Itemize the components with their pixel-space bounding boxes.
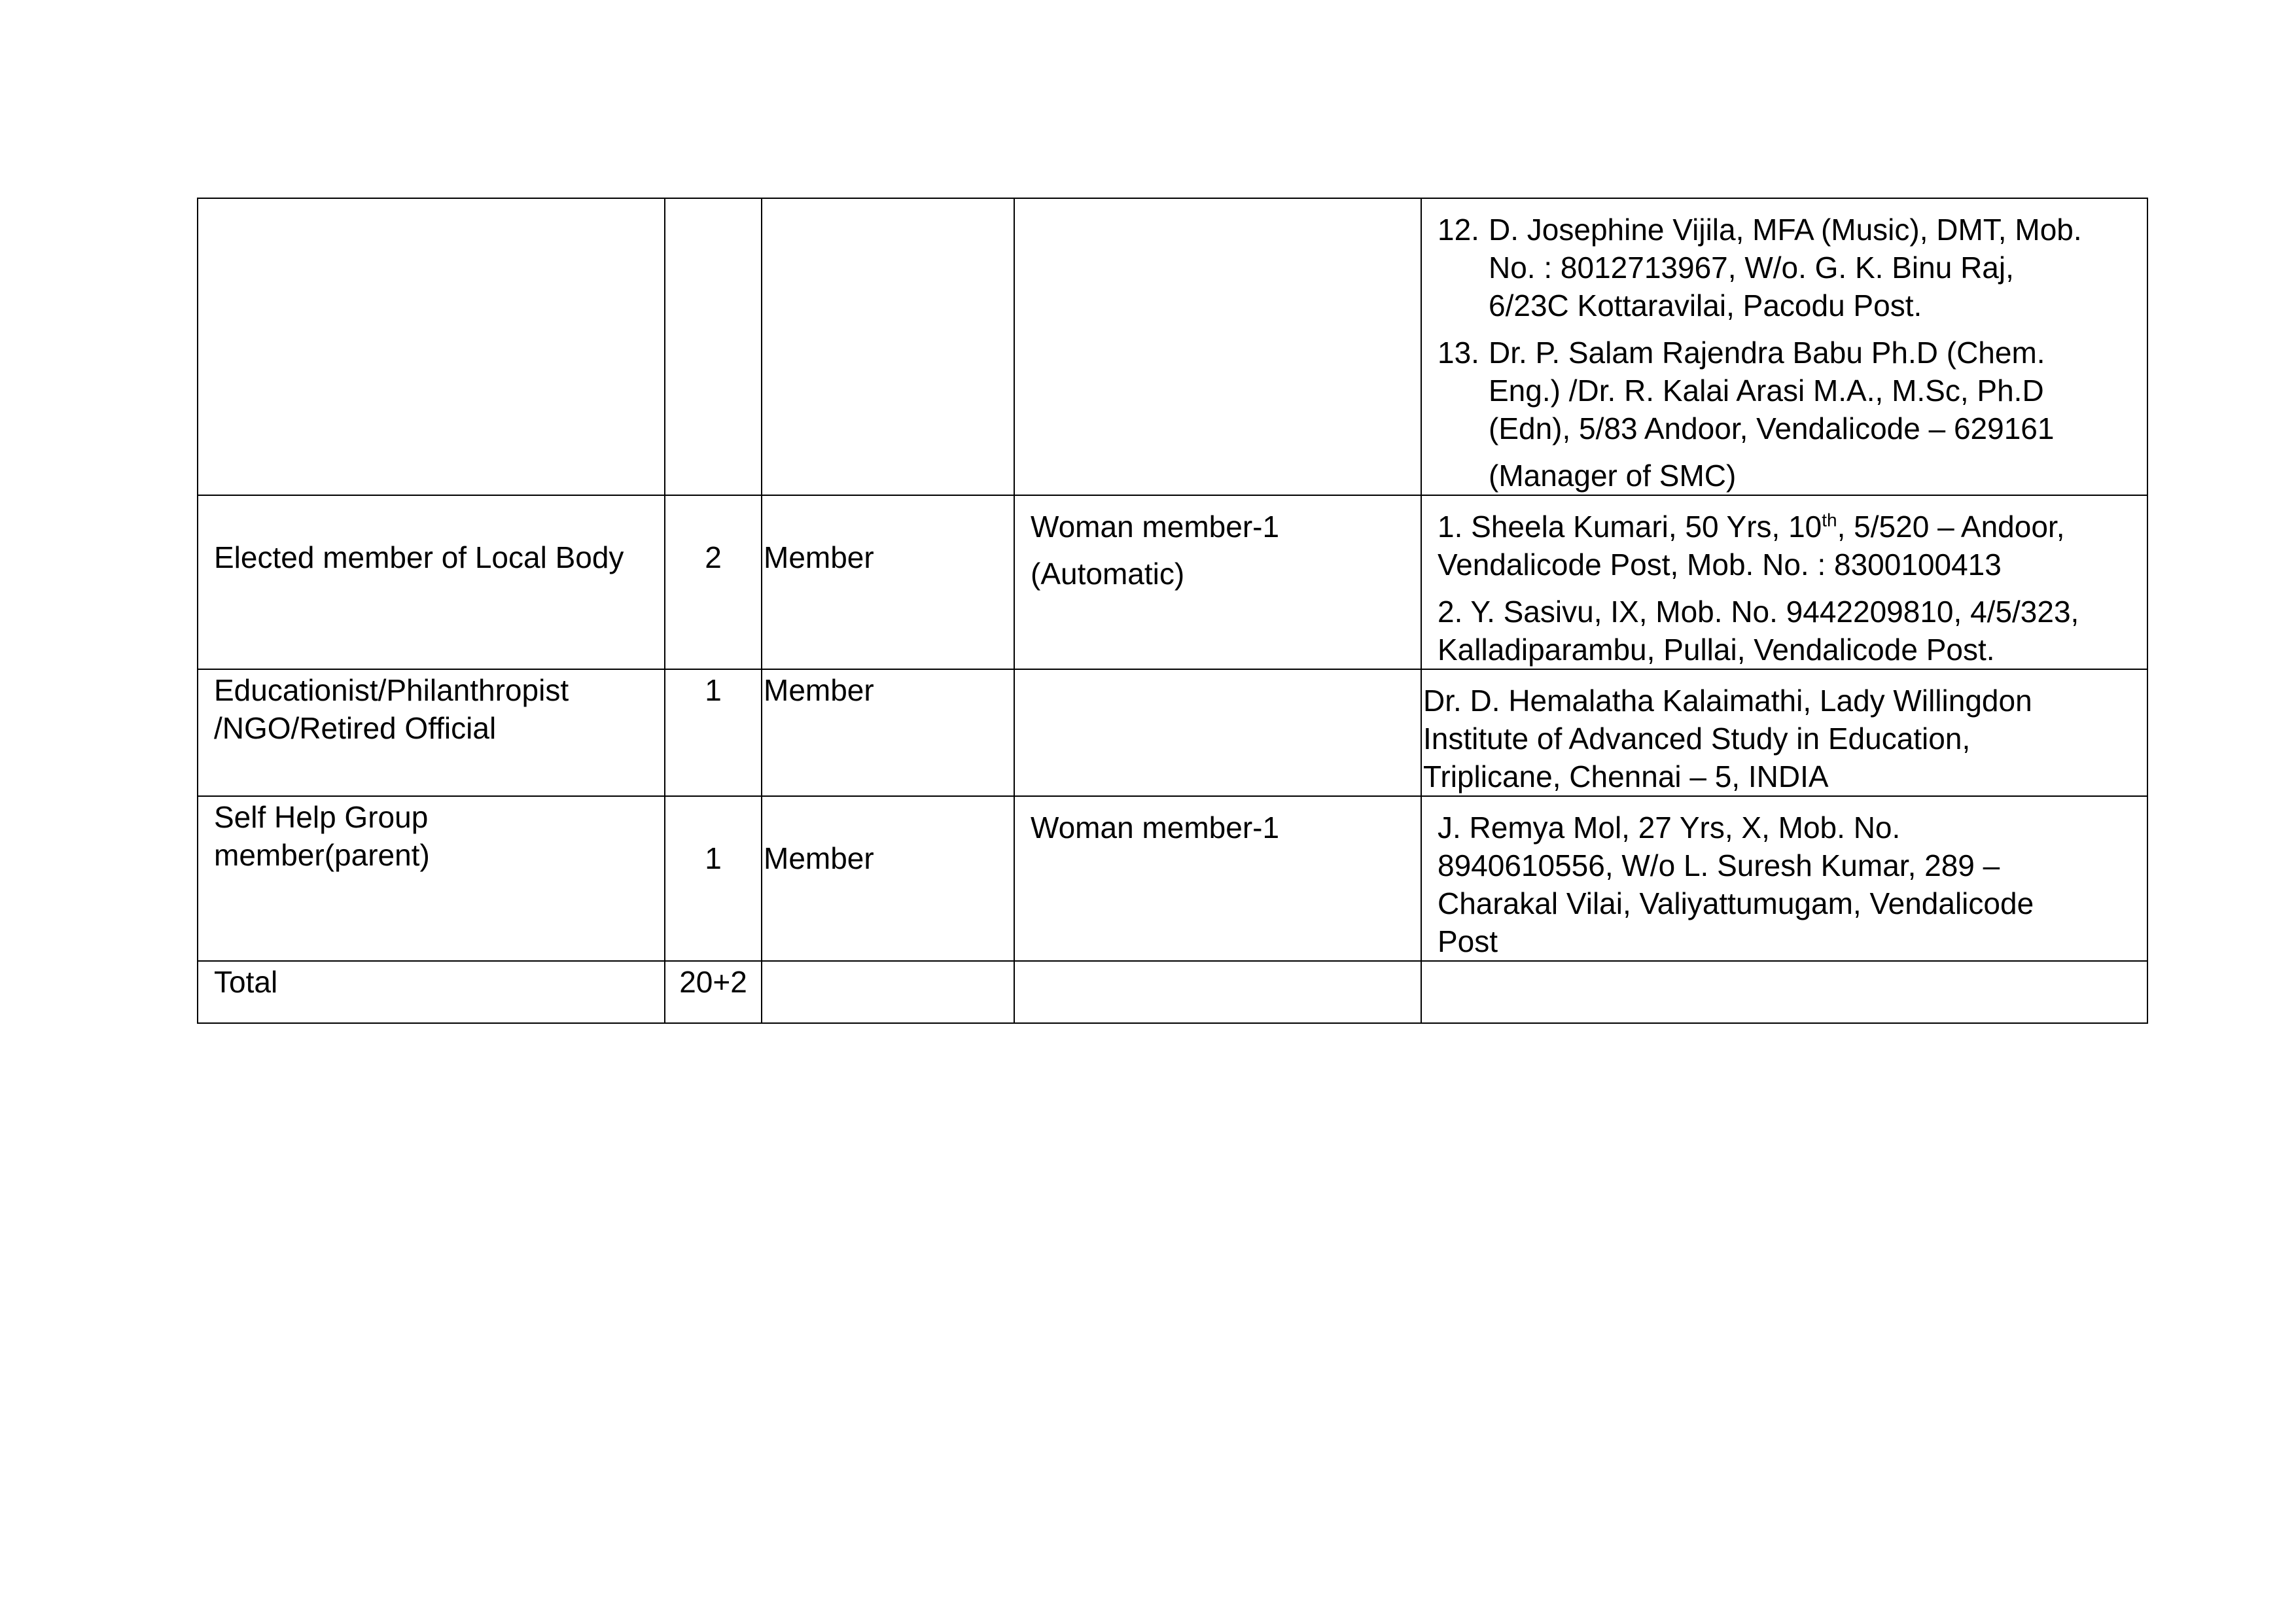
list-item (1438, 211, 2147, 324)
count-text: 1 (705, 841, 722, 875)
count-cell (665, 796, 762, 961)
member-text: Kalladiparambu, Pullai, Vendalicode Post. (1438, 633, 1995, 667)
position-cell (762, 198, 1014, 495)
member-text: 8940610556, W/o L. Suresh Kumar, 289 – (1438, 848, 2000, 882)
member-text: J. Remya Mol, 27 Yrs, X, Mob. No. (1438, 811, 1901, 845)
table-row (198, 198, 2147, 495)
category-cell (198, 796, 665, 961)
member-text: Dr. P. Salam Rajendra Babu Ph.D (Chem. (1489, 336, 2045, 370)
category-text: /NGO/Retired Official (214, 711, 497, 745)
count-cell (665, 961, 762, 1023)
reservation-cell (1014, 961, 1421, 1023)
category-cell (198, 669, 665, 796)
position-cell (762, 669, 1014, 796)
members-cell (1421, 669, 2147, 796)
member-text: 6/23C Kottaravilai, Pacodu Post. (1489, 288, 1922, 323)
member-text: No. : 8012713967, W/o. G. K. Binu Raj, (1489, 251, 2014, 285)
reservation-text: Woman member-1 (1031, 811, 1280, 845)
category-cell (198, 198, 665, 495)
category-cell (198, 961, 665, 1023)
members-cell (1421, 198, 2147, 495)
committee-members-table (197, 198, 2148, 1024)
member-text: Charakal Vilai, Valiyattumugam, Vendalicode (1438, 886, 2034, 920)
reservation-cell (1014, 669, 1421, 796)
position-cell (762, 961, 1014, 1023)
member-text: 2. Y. Sasivu, IX, Mob. No. 9442209810, 4/5/323, (1438, 595, 2079, 629)
reservation-text: Woman member-1 (1031, 510, 1280, 544)
member-text: Dr. D. Hemalatha Kalaimathi, Lady Willingdon (1423, 684, 2032, 718)
members-cell (1421, 796, 2147, 961)
table-row (198, 796, 2147, 961)
total-count: 20+2 (679, 965, 747, 999)
count-text: 2 (705, 540, 722, 574)
list-item (1438, 593, 2147, 669)
total-label: Total (214, 965, 278, 999)
list-item (1438, 508, 2147, 546)
member-text: D. Josephine Vijila, MFA (Music), DMT, Mob. (1489, 213, 2082, 247)
members-cell (1421, 495, 2147, 669)
position-text: Member (764, 673, 874, 707)
table-row (198, 669, 2147, 796)
list-number: 13. (1438, 336, 1479, 370)
reservation-text: (Automatic) (1031, 557, 1185, 591)
member-text: Vendalicode Post, Mob. No. : 8300100413 (1438, 548, 2002, 582)
list-item (1438, 334, 2147, 495)
member-text: Triplicane, Chennai – 5, INDIA (1423, 759, 1829, 794)
member-text: (Edn), 5/83 Andoor, Vendalicode – 629161 (1489, 411, 2055, 445)
reservation-cell (1014, 198, 1421, 495)
table-row (198, 495, 2147, 669)
position-text: Member (764, 841, 874, 875)
members-cell (1421, 961, 2147, 1023)
reservation-cell (1014, 796, 1421, 961)
category-text: member(parent) (214, 838, 430, 872)
category-text: Elected member of Local Body (214, 540, 624, 574)
position-text: Member (764, 540, 874, 574)
member-text: Post (1438, 924, 1498, 958)
category-text: Self Help Group (214, 800, 429, 834)
category-text: Educationist/Philanthropist (214, 673, 569, 707)
member-text: , 5/520 – Andoor, (1837, 510, 2065, 544)
ordinal-suffix: th (1822, 510, 1837, 531)
reservation-cell (1014, 495, 1421, 669)
count-cell (665, 198, 762, 495)
member-role-note: (Manager of SMC) (1489, 459, 1737, 493)
position-cell (762, 796, 1014, 961)
count-text: 1 (705, 673, 722, 707)
table-row (198, 961, 2147, 1023)
member-text: 1. Sheela Kumari, 50 Yrs, 10 (1438, 510, 1822, 544)
position-cell (762, 495, 1014, 669)
category-cell (198, 495, 665, 669)
count-cell (665, 669, 762, 796)
list-number: 12. (1438, 213, 1479, 247)
count-cell (665, 495, 762, 669)
member-text: Institute of Advanced Study in Education, (1423, 722, 1971, 756)
member-text: Eng.) /Dr. R. Kalai Arasi M.A., M.Sc, Ph.D (1489, 374, 2044, 408)
